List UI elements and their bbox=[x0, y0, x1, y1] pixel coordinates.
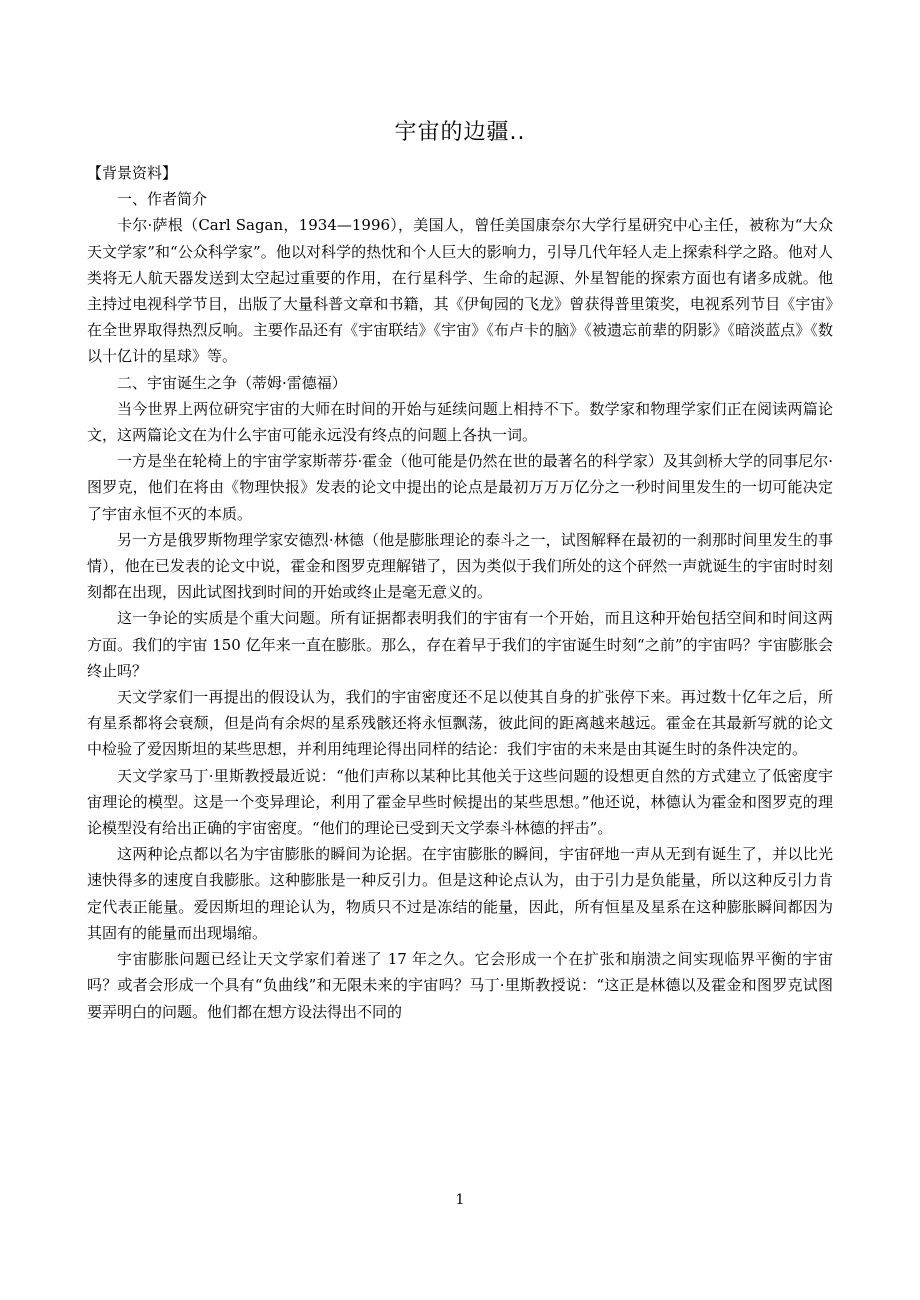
page-title: 宇宙的边疆.. bbox=[394, 120, 526, 145]
paragraph-inflation-argument: 这两种论点都以名为宇宙膨胀的瞬间为论据。在宇宙膨胀的瞬间，宇宙砰地一声从无到有诞生了，并以比光速快得多的速度自我膨胀。这种膨胀是一种反引力。但是这种论点认为，由于引力是负能量，所以这种反引力肯定代表正能量。爱因斯坦的理论认为，物质只不过是冻结的能量，因此，所有恒星及星系在这种膨胀瞬间都因为其固有的能量而出现塌缩。 bbox=[87, 845, 833, 942]
paragraph-author-bio: 卡尔·萨根（Carl Sagan，1934—1996），美国人，曾任美国康奈尔大学行星研究中心主任，被称为“大众天文学家”和“公众科学家”。他以对科学的热忱和个人巨大的影响力，引导几代年轻人走上探索科学之路。他对人类将无人航天器发送到太空起过重要的作用，在行星科学、生命的起源、外星智能的探索方面也有诸多成就。他主持过电视科学节目，出版了大量科普文章和书籍，其《伊甸园的飞龙》曾获得普里策奖，电视系列节目《宇宙》在全世界取得热烈反响。主要作品还有《宇宙联结》《宇宙》《布卢卡的脑》《被遗忘前辈的阴影》《暗淡蓝点》《数以十亿计的星球》等。 bbox=[87, 216, 833, 366]
paragraph-debate-essence: 这一争论的实质是个重大问题。所有证据都表明我们的宇宙有一个开始，而且这种开始包括空间和时间这两方面。我们的宇宙 150 亿年来一直在膨胀。那么，存在着早于我们的宇宙诞生时刻“之前”的宇宙吗？宇宙膨胀会终止吗？ bbox=[87, 609, 833, 680]
paragraph-density-hypothesis: 天文学家们一再提出的假设认为，我们的宇宙密度还不足以使其自身的扩张停下来。再过数十亿年之后，所有星系都将会衰颓，但是尚有余烬的星系残骸还将永恒飘荡，彼此间的距离越来越远。霍金在其最新写就的论文中检验了爱因斯坦的某些思想，并利用纯理论得出同样的结论：我们宇宙的未来是由其诞生时的条件决定的。 bbox=[87, 688, 833, 759]
page-number: 1 bbox=[455, 1192, 465, 1208]
document-page bbox=[87, 0, 833, 1300]
paragraph-martin-rees: 天文学家马丁·里斯教授最近说：“他们声称以某种比其他关于这些问题的设想更自然的方式建立了低密度宇宙理论的模型。这是一个变异理论，利用了霍金早些时候提出的某些思想。”他还说，林德认为霍金和图罗克的理论模型没有给出正确的宇宙密度。“他们的理论已受到天文学泰斗林德的抨击”。 bbox=[87, 766, 833, 838]
paragraph-inflation-question: 宇宙膨胀问题已经让天文学家们着迷了 17 年之久。它会形成一个在扩张和崩溃之间实现临界平衡的宇宙吗？或者会形成一个具有“负曲线”和无限未来的宇宙吗？马丁·里斯教授说：“这正是林德以及霍金和图罗克试图要弄明白的问题。他们都在想方设法得出不同的 bbox=[87, 950, 833, 1021]
heading-universe-birth-debate: 二、宇宙诞生之争（蒂姆·雷德福） bbox=[117, 373, 347, 392]
paragraph-linde: 另一方是俄罗斯物理学家安德烈·林德（他是膨胀理论的泰斗之一，试图解释在最初的一刹那时间里发生的事情），他在已发表的论文中说，霍金和图罗克理解错了，因为类似于我们所处的这个砰然一声就诞生的宇宙时时刻刻都在出现，因此试图找到时间的开始或终止是毫无意义的。 bbox=[87, 530, 833, 602]
section-label: 【背景资料】 bbox=[87, 164, 178, 182]
paragraph-hawking-turok: 一方是坐在轮椅上的宇宙学家斯蒂芬·霍金（他可能是仍然在世的最著名的科学家）及其剑桥大学的同事尼尔·图罗克，他们在将由《物理快报》发表的论文中提出的论点是最初万万万亿分之一秒时间里发生的一切可能决定了宇宙永恒不灭的本质。 bbox=[87, 452, 833, 523]
document-body bbox=[87, 160, 833, 1025]
paragraph-debate-intro: 当今世界上两位研究宇宙的大师在时间的开始与延续问题上相持不下。数学家和物理学家们正在阅读两篇论文，这两篇论文在为什么宇宙可能永远没有终点的问题上各执一词。 bbox=[87, 399, 833, 445]
heading-author-intro: 一、作者简介 bbox=[117, 190, 208, 209]
